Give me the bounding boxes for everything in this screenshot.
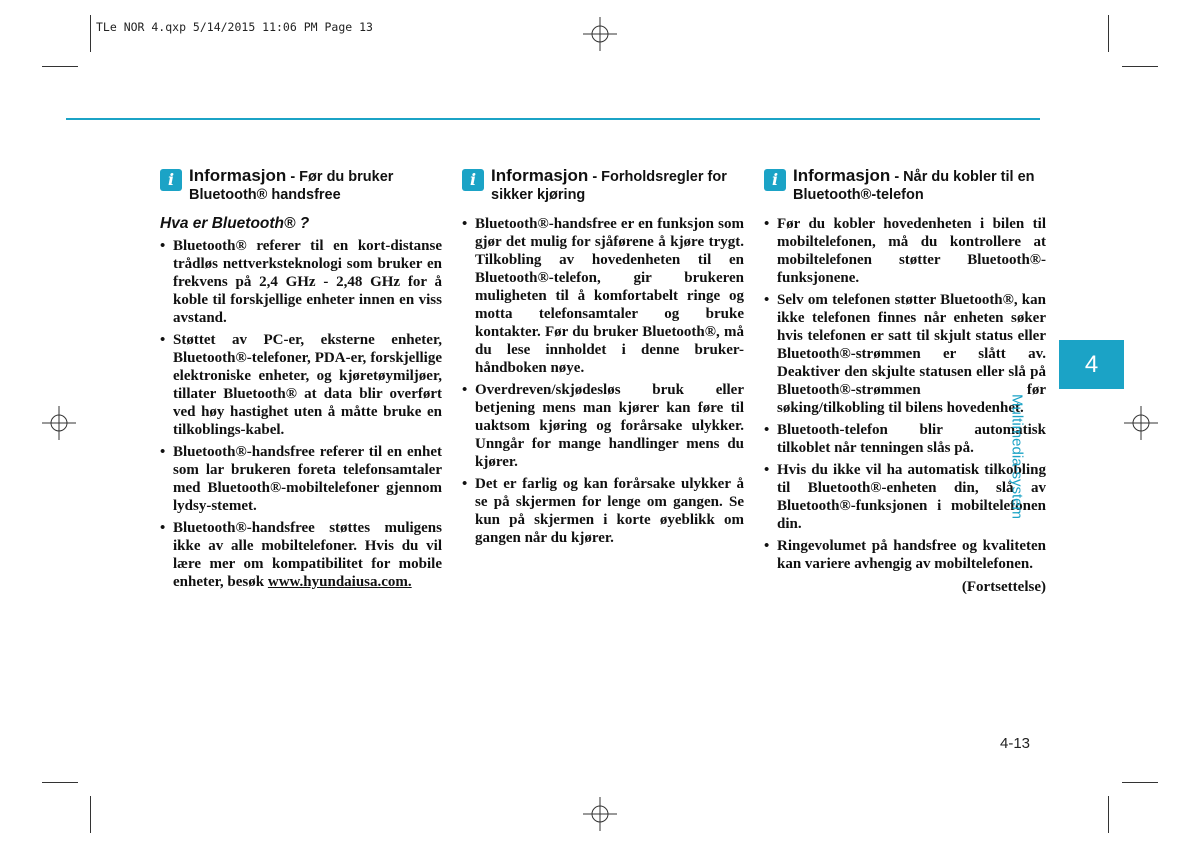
list-item: • Bluetooth-telefon blir automatisk tilkoblet når tenningen slås på. [764, 421, 1046, 457]
continued-note: (Fortsettelse) [961, 579, 1046, 595]
column-bluetooth-intro [160, 167, 442, 595]
info-icon: i [462, 169, 484, 191]
list-item: • Hvis du ikke vil ha automatisk tilkobling til Bluetooth®-enheten din, slå av Bluetooth®-funksjonen i mobiltelefonen din. [764, 461, 1046, 533]
list-item: • Bluetooth®-handsfree referer til en enhet som lar brukeren foreta telefonsamtaler med Bluetooth®-mobiltelefoner gjennom lydsy-stemet. [160, 443, 442, 515]
info-icon: i [764, 169, 786, 191]
crop-mark [90, 15, 91, 52]
info-title: Informasjon [793, 166, 891, 185]
column-connecting-phone [764, 167, 1046, 596]
crop-mark [1122, 66, 1158, 67]
list-item: • Selv om telefonen støtter Bluetooth®, kan ikke telefonen finnes når enheten søker hvis telefonen er satt til skjult status eller Bluetooth®-strømmen er slått av. Deaktiver den skjulte statusen eller slå på Bluetooth®-strømmen før søking/tilkobling til bilens hovedenhet. [764, 291, 1046, 417]
list-item: • Støttet av PC-er, eksterne enheter, Bluetooth®-telefoner, PDA-er, forskjellige elektroniske enheter, og kjøretøymiljøer, tillater Bluetooth® at data blir overført ved høy hastighet uten å måtte bruke en tilkoblings-kabel. [160, 331, 442, 439]
header-rule [66, 118, 1040, 120]
registration-mark-icon [42, 406, 76, 440]
bullet-list [764, 215, 1046, 573]
info-subtitle: - Når du kobler til en Bluetooth®-telefon [793, 169, 1035, 203]
bullet-list [160, 237, 442, 591]
list-item: • Det er farlig og kan forårsake ulykker å se på skjermen for lenge om gangen. Se kun på skjermen i korte øyeblikk om gangen når du kjører. [462, 475, 744, 547]
list-item: • Bluetooth® referer til en kort-distanse trådløs nettverksteknologi som bruker en frekvens på 2,4 GHz - 2,48 GHz for å koble til forskjellige enheter innen en viss avstand. [160, 237, 442, 327]
info-subtitle: - Forholdsregler for sikker kjøring [491, 169, 727, 203]
info-subtitle: - Før du bruker Bluetooth® handsfree [189, 169, 394, 203]
list-item: • Før du kobler hovedenheten i bilen til mobiltelefonen, må du kontrollere at mobiltelefonen støtter Bluetooth®-funksjonene. [764, 215, 1046, 287]
column-safe-driving [462, 167, 744, 551]
crop-mark [1108, 15, 1109, 52]
bullet-list [462, 215, 744, 547]
registration-mark-icon [583, 17, 617, 51]
crop-mark [42, 66, 78, 67]
crop-mark [1108, 796, 1109, 833]
crop-mark [42, 782, 78, 783]
registration-mark-icon [1124, 406, 1158, 440]
crop-mark [90, 796, 91, 833]
print-slug: TLe NOR 4.qxp 5/14/2015 11:06 PM Page 13 [96, 20, 373, 34]
chapter-side-label [1008, 394, 1089, 534]
info-heading [764, 167, 1046, 211]
website-link[interactable]: www.hyundaiusa.com. [267, 574, 412, 590]
list-item [160, 519, 442, 591]
list-item: • Overdreven/skjødesløs bruk eller betjening mens man kjører kan føre til uaktsom kjøring og forårsake ulykker. Unngår for mange handlinger mens du kjører. [462, 381, 744, 471]
info-title: Informasjon [189, 166, 287, 185]
crop-mark [1122, 782, 1158, 783]
page-number: 4-13 [1000, 735, 1031, 752]
info-heading [160, 167, 442, 211]
chapter-tab: 4 [1059, 340, 1124, 389]
info-heading [462, 167, 744, 211]
chapter-title: Multimedia-system [1008, 394, 1026, 520]
list-item: • Bluetooth®-handsfree er en funksjon som gjør det mulig for sjåførene å kjøre trygt. Tilkobling av hovedenheten til en Bluetooth®-telefon, gir brukeren muligheten til å komfortabelt ringe og motta telefonsamtaler og bruke kontakter. Før du bruker Bluetooth®, må du lese innholdet i denne bruker-håndboken nøye. [462, 215, 744, 377]
list-item-text: Bluetooth®-handsfree støttes muligens ikke av alle mobiltelefoner. Hvis du vil lære mer om kompatibilitet for mobile enheter, besøk [173, 520, 442, 590]
info-icon: i [160, 169, 182, 191]
list-item: • Ringevolumet på handsfree og kvaliteten kan variere avhengig av mobiltelefonen. [764, 537, 1046, 573]
subheading: Hva er Bluetooth® ? [160, 215, 310, 232]
info-title: Informasjon [491, 166, 589, 185]
registration-mark-icon [583, 797, 617, 831]
